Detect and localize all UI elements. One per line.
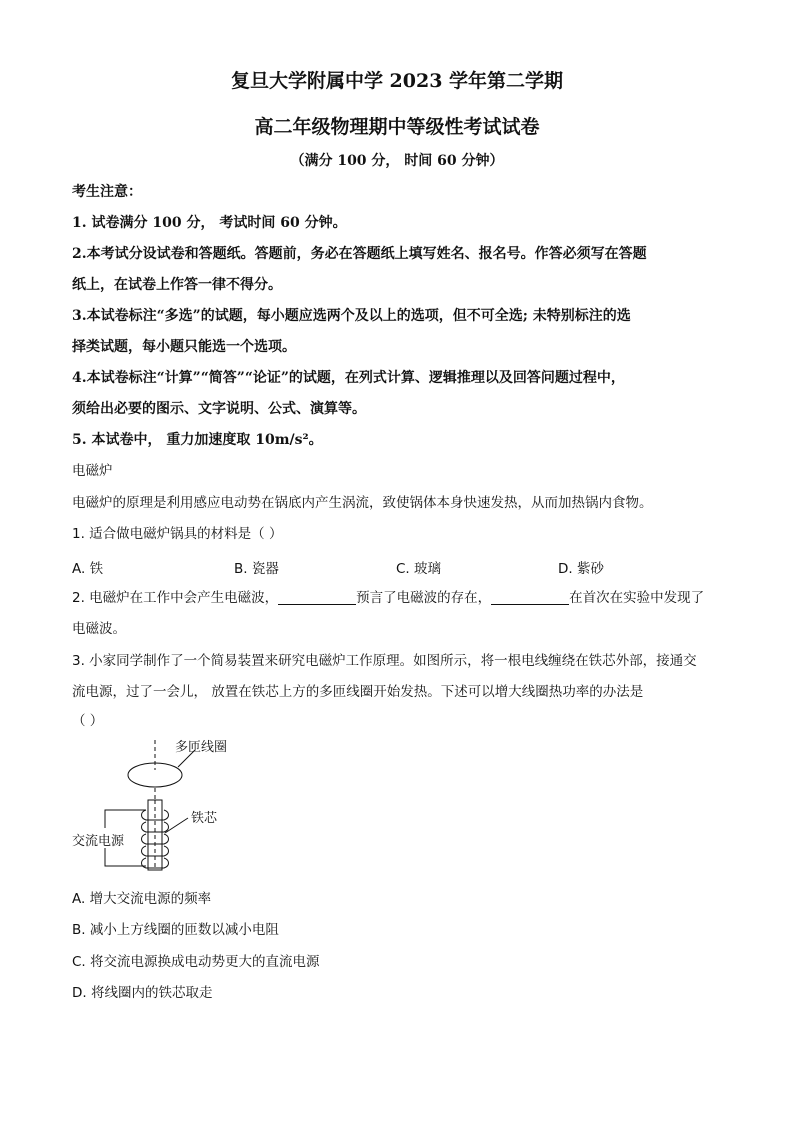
coil-label: 多匝线圈 bbox=[175, 740, 228, 755]
note-5: 5. 本试卷中， 重力加速度取 10m/s²。 bbox=[72, 432, 323, 448]
q2-text-2: 预言了电磁波的存在， bbox=[356, 590, 492, 606]
note-4-line-2: 须给出必要的图示、文字说明、公式、演算等。 bbox=[72, 401, 366, 417]
note-3-line-2: 择类试题，每小题只能选一个选项。 bbox=[72, 339, 296, 355]
section-title: 电磁炉 bbox=[72, 463, 113, 479]
multi-turn-coil bbox=[128, 763, 182, 787]
note-3-line-1: 3.本试卷标注“多选”的试题，每小题应选两个及以上的选项，但不可全选; 未特别标注的选 bbox=[72, 308, 631, 324]
q1-stem: 1. 适合做电磁炉锅具的材料是（ ） bbox=[72, 526, 283, 542]
note-2-line-1: 2.本考试分设试卷和答题纸。答题前，务必在答题纸上填写姓名、报名号。作答必须写在答题 bbox=[72, 246, 647, 262]
q2-text-1: 2. 电磁炉在工作中会产生电磁波， bbox=[72, 590, 279, 606]
section-intro: 电磁炉的原理是利用感应电动势在锅底内产生涡流，致使锅体本身快速发热，从而加热锅内食物。 bbox=[72, 495, 653, 511]
school-title: 复旦大学附属中学 2023 学年第二学期 bbox=[230, 70, 564, 92]
q3-option-b: B. 减小上方线圈的匝数以减小电阻 bbox=[72, 922, 279, 938]
q3-line-1: 3. 小家同学制作了一个简易装置来研究电磁炉工作原理。如图所示，将一根电线缠绕在铁芯外部，接通交 bbox=[72, 653, 697, 669]
note-1: 1. 试卷满分 100 分， 考试时间 60 分钟。 bbox=[72, 215, 347, 231]
q3-option-d: D. 将线圈内的铁芯取走 bbox=[72, 985, 213, 1001]
notes-heading: 考生注意： bbox=[72, 184, 142, 200]
q2-text-3: 在首次在实验中发现了 bbox=[569, 590, 705, 606]
exam-info: （满分 100 分， 时间 60 分钟） bbox=[290, 153, 504, 169]
q2-line-2: 电磁波。 bbox=[72, 621, 126, 637]
source-label: 交流电源 bbox=[72, 834, 125, 849]
note-4-line-1: 4.本试卷标注“计算”“简答”“论证”的试题，在列式计算、逻辑推理以及回答问题过程中， bbox=[72, 370, 625, 386]
q1-option-a: A. 铁 bbox=[72, 561, 104, 577]
wire-top bbox=[105, 810, 146, 828]
note-2-line-2: 纸上，在试卷上作答一律不得分。 bbox=[72, 277, 282, 293]
q3-line-3: （ ） bbox=[72, 713, 104, 729]
q3-line-2: 流电源，过了一会儿， 放置在铁芯上方的多匝线圈开始发热。下述可以增大线圈热功率的办法是 bbox=[72, 684, 644, 700]
core-label: 铁芯 bbox=[191, 811, 218, 826]
q3-option-c: C. 将交流电源换成电动势更大的直流电源 bbox=[72, 954, 320, 970]
wire-bottom bbox=[105, 848, 146, 866]
exam-title: 高二年级物理期中等级性考试试卷 bbox=[254, 116, 540, 138]
q3-option-a: A. 增大交流电源的频率 bbox=[72, 891, 212, 907]
q1-option-b: B. 瓷器 bbox=[234, 561, 279, 577]
q1-option-d: D. 紫砂 bbox=[558, 561, 604, 577]
q1-option-c: C. 玻璃 bbox=[396, 561, 442, 577]
